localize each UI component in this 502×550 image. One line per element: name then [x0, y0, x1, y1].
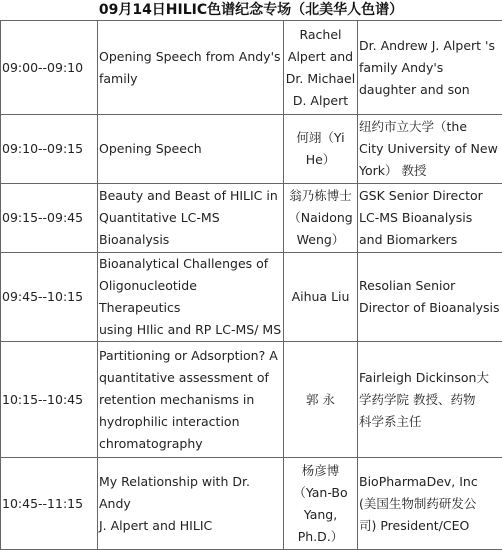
- topic-line: Beauty and Beast of HILIC in: [99, 185, 282, 207]
- table-row: [1, 21, 502, 115]
- topic-line: Oligonucleotide Therapeutics: [99, 275, 282, 319]
- topic-cell: [98, 115, 284, 184]
- affiliation-cell: [358, 458, 502, 550]
- table-row: [1, 342, 502, 458]
- speaker-line: Yang,: [285, 504, 356, 526]
- affiliation-line: family Andy's: [359, 57, 501, 79]
- time-cell: 09:00--09:10: [1, 21, 98, 115]
- time-cell: 09:45--10:15: [1, 253, 98, 342]
- speaker-line: （Naidong: [285, 207, 356, 229]
- affiliation-line: GSK Senior Director: [359, 185, 501, 207]
- affiliation-cell: [358, 253, 502, 342]
- topic-cell: [98, 184, 284, 253]
- speaker-cell: [284, 253, 358, 342]
- speaker-cell: [284, 342, 358, 458]
- speaker-line: Rachel: [285, 24, 356, 46]
- topic-line: Opening Speech: [99, 138, 282, 160]
- agenda-table: [0, 20, 502, 550]
- affiliation-line: City University of New: [359, 138, 501, 160]
- affiliation-cell: [358, 21, 502, 115]
- topic-line: Opening Speech from Andy's: [99, 46, 282, 68]
- speaker-line: Ph.D.）: [285, 526, 356, 548]
- topic-line: retention mechanisms in: [99, 389, 282, 411]
- affiliation-line: 司) President/CEO: [359, 515, 501, 537]
- time-cell: 09:15--09:45: [1, 184, 98, 253]
- affiliation-line: Dr. Andrew J. Alpert 's: [359, 35, 501, 57]
- affiliation-line: Resolian Senior: [359, 275, 501, 297]
- time-cell: 09:10--09:15: [1, 115, 98, 184]
- speaker-line: 何翊（Yi: [285, 127, 356, 149]
- affiliation-line: BioPharmaDev, Inc: [359, 471, 501, 493]
- affiliation-cell: [358, 184, 502, 253]
- table-row: [1, 184, 502, 253]
- affiliation-cell: [358, 115, 502, 184]
- affiliation-line: Fairleigh Dickinson大: [359, 367, 501, 389]
- speaker-line: （Yan-Bo: [285, 482, 356, 504]
- topic-line: Quantitative LC-MS: [99, 207, 282, 229]
- speaker-line: D. Alpert: [285, 90, 356, 112]
- topic-line: Bioanalytical Challenges of: [99, 253, 282, 275]
- topic-line: using HIlic and RP LC-MS/ MS: [99, 319, 282, 341]
- topic-cell: [98, 253, 284, 342]
- speaker-line: 杨彦博: [285, 460, 356, 482]
- affiliation-line: and Biomarkers: [359, 229, 501, 251]
- topic-cell: [98, 342, 284, 458]
- speaker-line: 郭 永: [285, 389, 356, 411]
- affiliation-line: daughter and son: [359, 79, 501, 101]
- speaker-line: 翁乃栋博士: [285, 185, 356, 207]
- table-row: [1, 115, 502, 184]
- time-cell: 10:15--10:45: [1, 342, 98, 458]
- agenda-body: [1, 21, 502, 550]
- speaker-line: He）: [285, 149, 356, 171]
- affiliation-cell: [358, 342, 502, 458]
- topic-line: family: [99, 68, 282, 90]
- speaker-line: Weng）: [285, 229, 356, 251]
- table-row: [1, 458, 502, 550]
- speaker-line: Alpert and: [285, 46, 356, 68]
- affiliation-line: (美国生物制药研发公: [359, 493, 501, 515]
- topic-line: Bioanalysis: [99, 229, 282, 251]
- speaker-line: Aihua Liu: [285, 286, 356, 308]
- affiliation-line: 纽约市立大学（the: [359, 116, 501, 138]
- speaker-line: Dr. Michael: [285, 68, 356, 90]
- time-cell: 10:45--11:15: [1, 458, 98, 550]
- affiliation-line: York） 教授: [359, 160, 501, 182]
- topic-line: Partitioning or Adsorption? A: [99, 345, 282, 367]
- speaker-cell: [284, 21, 358, 115]
- affiliation-line: LC-MS Bioanalysis: [359, 207, 501, 229]
- topic-line: hydrophilic interaction: [99, 411, 282, 433]
- topic-cell: [98, 21, 284, 115]
- speaker-cell: [284, 115, 358, 184]
- affiliation-line: Director of Bioanalysis: [359, 297, 501, 319]
- topic-cell: [98, 458, 284, 550]
- speaker-cell: [284, 458, 358, 550]
- topic-line: My Relationship with Dr. Andy: [99, 471, 282, 515]
- topic-line: J. Alpert and HILIC: [99, 515, 282, 537]
- topic-line: quantitative assessment of: [99, 367, 282, 389]
- table-row: [1, 253, 502, 342]
- affiliation-line: 科学系主任: [359, 411, 501, 433]
- topic-line: chromatography: [99, 433, 282, 455]
- affiliation-line: 学药学院 教授、药物: [359, 389, 501, 411]
- session-title: 09月14日HILIC色谱纪念专场（北美华人色谱）: [0, 0, 502, 21]
- speaker-cell: [284, 184, 358, 253]
